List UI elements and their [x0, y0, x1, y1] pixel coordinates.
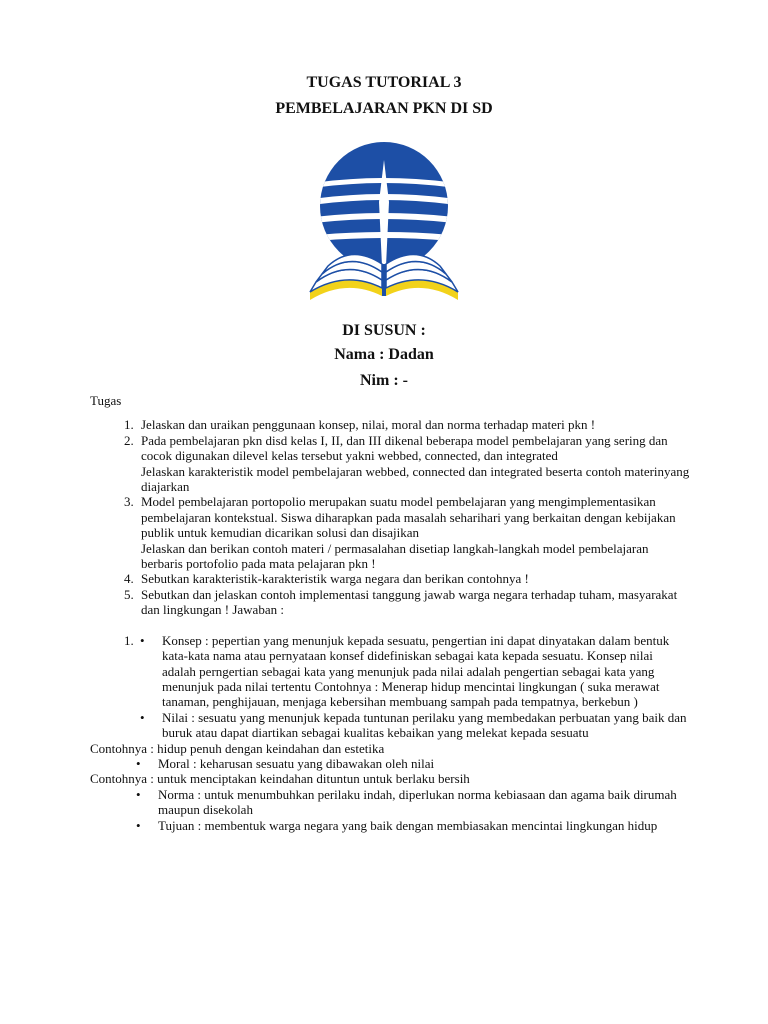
task-item: 5. Sebutkan dan jelaskan contoh implementasi tanggung jawab warga negara terhadap tuham, masyarakat dan lingkungan ! Jawaban :: [137, 587, 690, 618]
task-list: [90, 417, 690, 617]
task-subquestion: Jelaskan dan berikan contoh materi / permasalahan disetiap langkah-langkah model pembelajaran berbaris portofolio pada mata pelajaran pkn !: [141, 540, 649, 572]
author-name: Nama : Dadan: [334, 346, 434, 363]
answer-bullets: [90, 787, 690, 833]
task-item: 1. Jelaskan dan uraikan penggunaan konsep, nilai, moral dan norma terhadap materi pkn !: [137, 417, 690, 432]
example-moral: Contohnya : untuk menciptakan keindahan dituntun untuk berlaku bersih: [90, 771, 470, 787]
task-item: 4. Sebutkan karakteristik-karakteristik warga negara dan berikan contohnya !: [137, 571, 690, 586]
document-title: TUGAS TUTORIAL 3: [306, 74, 462, 91]
answer-item: [137, 633, 690, 741]
compiled-by-heading: DI SUSUN :: [342, 322, 426, 339]
answer-tujuan: • Tujuan : membentuk warga negara yang baik dengan membiasakan mencintai lingkungan hidup: [158, 818, 690, 833]
document-subtitle: PEMBELAJARAN PKN DI SD: [275, 100, 493, 117]
answer-norma: • Norma : untuk menumbuhkan perilaku indah, diperlukan norma kebiasaan dan agama baik dirumah maupun disekolah: [158, 787, 690, 818]
task-item: 3. Model pembelajaran portopolio merupakan suatu model pembelajaran yang mengimplementasikan pembelajaran kontekstual. Siswa diharapkan pada masalah seharihari yang berkaitan dengan kebijakan publik untuk kemudian dicarikan solusi dan disajikan Jelaskan dan berikan contoh materi / permasalahan disetiap langkah-langkah model pembelajaran berbaris portofolio pada mata pelajaran pkn !: [137, 494, 690, 571]
example-nilai: Contohnya : hidup penuh dengan keindahan dan estetika: [90, 740, 385, 756]
answer-bullets: [90, 756, 690, 771]
task-subquestion: Jelaskan karakteristik model pembelajaran webbed, connected dan integrated beserta contoh materinyang diajarkan: [141, 463, 690, 495]
answer-bullets: [141, 633, 690, 741]
university-emblem-icon: [306, 142, 462, 300]
answer-nilai: • Nilai : sesuatu yang menunjuk kepada tuntunan perilaku yang membedakan perbuatan yang baik dan buruk atau dapat diartikan sebagai kualitas kebaikan yang melekat kepada sesuatu: [162, 710, 690, 741]
answer-konsep: • 1. Konsep : pepertian yang menunjuk kepada sesuatu, pengertian ini dapat dinyatakan dalam bentuk kata-kata nama atau pernyataan konsef didefiniskan sebagai kata kepada sesuatu. Konsep nilai adalah perngertian sebagai kata yang menunjuk pada nilai adalah pengertian sebagai kata yang menunjuk pada nilai tertentu Contohnya : Menerap hidup mencintai lingkungan ( suka merawat tanaman, penghijauan, menjaga kebersihan membuang sampah pada tempatnya, berkebun ): [162, 633, 690, 710]
author-nim: Nim : -: [360, 372, 408, 389]
tasks-label: Tugas: [90, 393, 122, 408]
answer-moral: • Moral : keharusan sesuatu yang dibawakan oleh nilai: [158, 756, 690, 771]
answer-list: [90, 633, 690, 741]
task-item: 2. Pada pembelajaran pkn disd kelas I, II, dan III dikenal beberapa model pembelajaran yang sering dan cocok digunakan dilevel kelas tersebut yakni webbed, connected, dan integrated Jelaskan karakteristik model pembelajaran webbed, connected dan integrated beserta contoh materinyang diajarkan: [137, 433, 690, 495]
document-body: [90, 393, 690, 833]
